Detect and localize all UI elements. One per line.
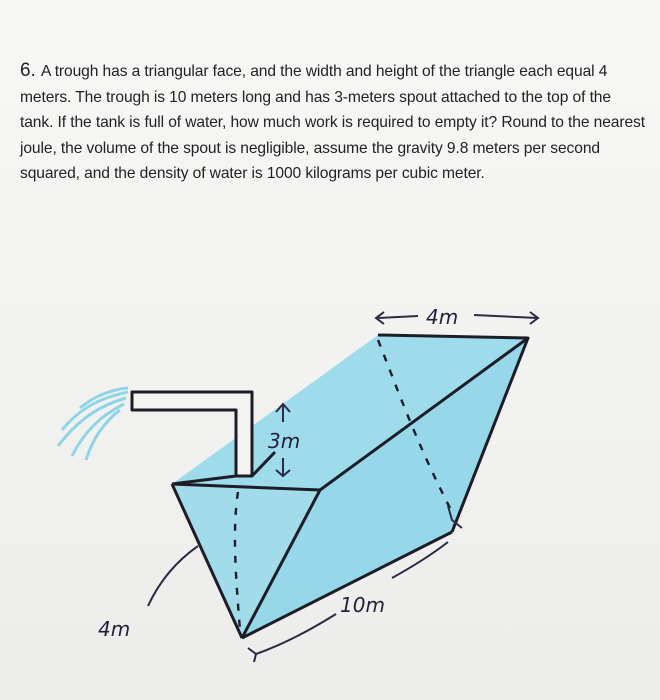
side-height-dimension bbox=[148, 546, 198, 606]
top-width-label: 4m bbox=[426, 305, 459, 329]
length-label: 10m bbox=[340, 593, 385, 617]
problem-number: 6. bbox=[20, 60, 36, 81]
problem-text-block bbox=[20, 58, 648, 187]
spout-height-label: 3m bbox=[268, 429, 301, 453]
water-spray bbox=[58, 388, 128, 460]
problem-statement: A trough has a triangular face, and the width and height of the triangle each equal 4 meters. The trough is 10 meters long and has 3-meters spout attached to the top of the tank. If the tank is full of water, how much work is required to empty it? Round to the nearest joule, the volume of the spout is negligible, assume the gravity 9.8 meters per second squared, and the density of water is 1000 kilograms per cubic meter. bbox=[20, 63, 645, 183]
trough-figure bbox=[0, 280, 660, 700]
side-height-label: 4m bbox=[98, 617, 131, 641]
